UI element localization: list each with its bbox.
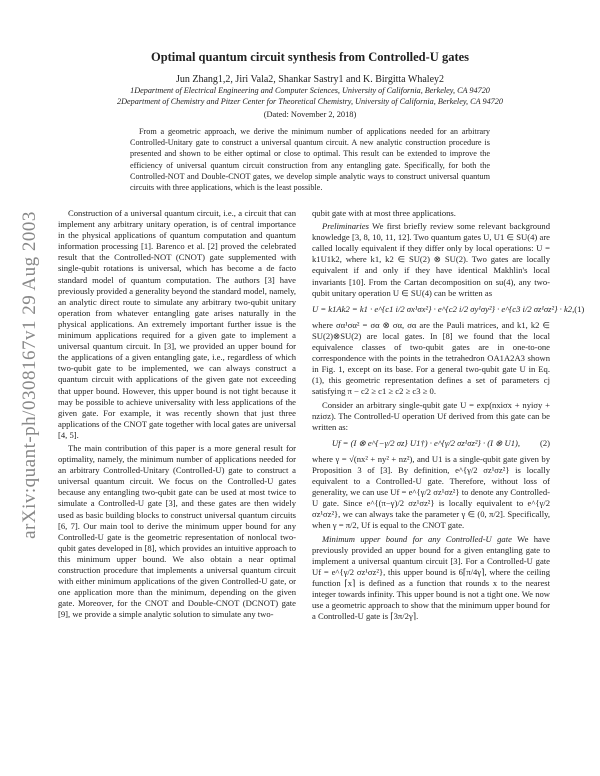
preliminaries-paragraph — [312, 221, 550, 299]
preliminaries-runin: Preliminaries — [322, 221, 369, 232]
controlled-u-paragraph: Consider an arbitrary single-qubit gate U = exp(nxiσx + nyiσy + nziσz). The Controlled-U operation Uf derived from this gate can be written as: — [312, 399, 550, 432]
affiliation-2: 2Department of Chemistry and Pitzer Center for Theoretical Chemistry, University of California, Berkeley, CA 94720 — [117, 97, 503, 106]
upper-bound-paragraph — [312, 534, 550, 623]
intro-paragraph: Construction of a universal quantum circuit, i.e., a circuit that can implement any arbitrary unitary operation, is of central importance in the physical applications of quantum computation and quantum information processing [1]. Barenco et al. [2] proved the celebrated result that the Controlled-NOT (CNOT) gate supplemented with single-qubit rotations is universal, which has become a de facto standard model of quantum computation. The authors [3] have previously provided a generality beyond the standard model, namely, an analytic direct route to simulate any arbitrary two-qubit unitary operation from whatever entangling gate arises naturally in the physical applications. An extremely important further issue is the minimum applications required for a given gate to implement a universal quantum circuit. In [3], we provided an upper bound for the applications of a given entangling gate, i.e., regardless of which two-qubit gate to be implemented, we can always construct a quantum circuit with applications of the given gate not exceeding that upper bound. However, this upper bound is not tight because it may be possible to achieve universality with less applications of the given gate. For example, it was recently shown that just three applications of the CNOT gate together with local gates are universal [4, 5]. — [58, 208, 297, 440]
paper-title: Optimal quantum circuit synthesis from Controlled-U gates — [150, 50, 470, 64]
equation-1-number: (1) — [574, 303, 585, 314]
equation-1-body: U = k1Ak2 = k1 · e^{c1 i/2 σx¹σx²} · e^{c2 i/2 σy¹σy²} · e^{c3 i/2 σz¹σz²} · k2, — [312, 303, 575, 314]
dated-line: (Dated: November 2, 2018) — [263, 110, 357, 119]
tetrahedron-paragraph: where σα¹σα² = σα ⊗ σα, σα are the Pauli matrices, and k1, k2 ∈ SU(2)⊗SU(2) are local gates. In [8] we found that the local equivalence classes of two-qubit gates are in one-to-one correspondence with the points in the tetrahedron OA1A2A3 shown in Fig. 1, except on its base. For a general two-qubit gate U in Eq. (1), this geometric representation defines a set of parameters cj satisfying π − c2 ≥ c1 ≥ c2 ≥ c3 ≥ 0. — [312, 319, 550, 397]
equation-2-number: (2) — [539, 437, 550, 448]
gamma-paragraph: where γ = √(nx² + ny² + nz²), and U1 is a single-qubit gate given by Proposition 3 of [3]. By definition, e^{γ/2 σz¹σz²} is locally equivalent to a Controlled-U gate. Therefore, without loss of generality, we can use Uf = e^{γ/2 σz¹σz²} to denote any Controlled-U gate. Since e^{(π−γ)/2 σz¹σz²} is locally equivalent to e^{γ/2 σz¹σz²}, we can always take the parameter γ ∈ (0, π/2]. Specifically, when γ = π/2, Uf is equal to the CNOT gate. — [312, 453, 550, 531]
left-column — [58, 208, 296, 622]
equation-2-body: Uf = (I ⊗ e^{−γ/2 σz} U1†) · e^{γ/2 σz¹σz²} · (I ⊗ U1), — [331, 437, 521, 448]
contribution-paragraph: The main contribution of this paper is a more general result for optimality, namely, the minimum number of applications needed for an arbitrary Controlled-Unitary (Controlled-U) gate to construct a universal quantum circuit. We focus on the Controlled-U gates because any entangling two-qubit gate can be used at most twice to simulate a Controlled-U gate [3], and these gates are then widely used as basic building blocks to construct universal quantum circuits [6, 7]. Our main tool to derive the minimum upper bound for any Controlled-U gate is the geometric representation of nonlocal two-qubit gates developed in [8], which provides an intuitive approach to this minimum upper bound. We also obtain a near optimal construction procedure that implements a universal quantum circuit with either minimum applications of the given Controlled-U gate, or one application more than the minimum, depending on the given gate. Moreover, for the CNOT and Double-CNOT (DCNOT) gate [9], we provide a simple analytic solution to simulate any two- — [58, 442, 296, 620]
upper-bound-text: We have previously provided an upper bound for a given entangling gate to implement a universal quantum circuit [3]. For a Controlled-U gate Uf = e^{γ/2 σz¹σz²}, this upper bound is 6⌈π/4γ⌉, where the ceiling function ⌈x⌉ is defined as a function that rounds x to the nearest integer towards infinity. This upper bound is not a tight one. We now use a geometric approach to show that the minimum upper bound for a Controlled-U gate is ⌈3π/2γ⌉. — [312, 533, 550, 622]
equation-1 — [312, 303, 585, 315]
arxiv-stamp — [10, 160, 50, 590]
arxiv-stamp-text: arXiv:quant-ph/0308167v1 29 Aug 2003 — [19, 211, 40, 539]
author-list: Jun Zhang1,2, Jiri Vala2, Shankar Sastry1 and K. Birgitta Whaley2 — [175, 74, 445, 85]
abstract: From a geometric approach, we derive the minimum number of applications needed for an arbitrary Controlled-Unitary gate to construct a universal quantum circuit. A new analytic construction procedure is presented and shown to be either optimal or close to optimal. This result can be extended to improve the efficiency of universal quantum circuit construction from any entangling gate. Specifically, for both the Controlled-NOT and Double-CNOT gates, we develop simple analytic ways to construct universal quantum circuits with three applications, which is the least possible. — [130, 127, 490, 193]
affiliation-1: 1Department of Electrical Engineering and Computer Sciences, University of California, Berkeley, CA 94720 — [130, 86, 490, 95]
right-column — [312, 208, 585, 624]
continued-paragraph: qubit gate with at most three applications. — [312, 208, 456, 218]
upper-bound-runin: Minimum upper bound for any Controlled-U gate — [322, 533, 512, 544]
preliminaries-text: We first briefly review some relevant background knowledge [3, 8, 10, 11, 12]. Two quantum gates U, U1 ∈ SU(4) are called locally equivalent if they differ only by local operations: U = k1U1k2, where k1, k2 ∈ SU(2) ⊗ SU(2). Two gates are locally equivalent if and only if they have identical Makhlin's local invariants [10]. From the Cartan decomposition on su(4), any two-qubit unitary operation U ∈ SU(4) can be written as — [312, 221, 550, 298]
equation-2 — [312, 438, 550, 449]
